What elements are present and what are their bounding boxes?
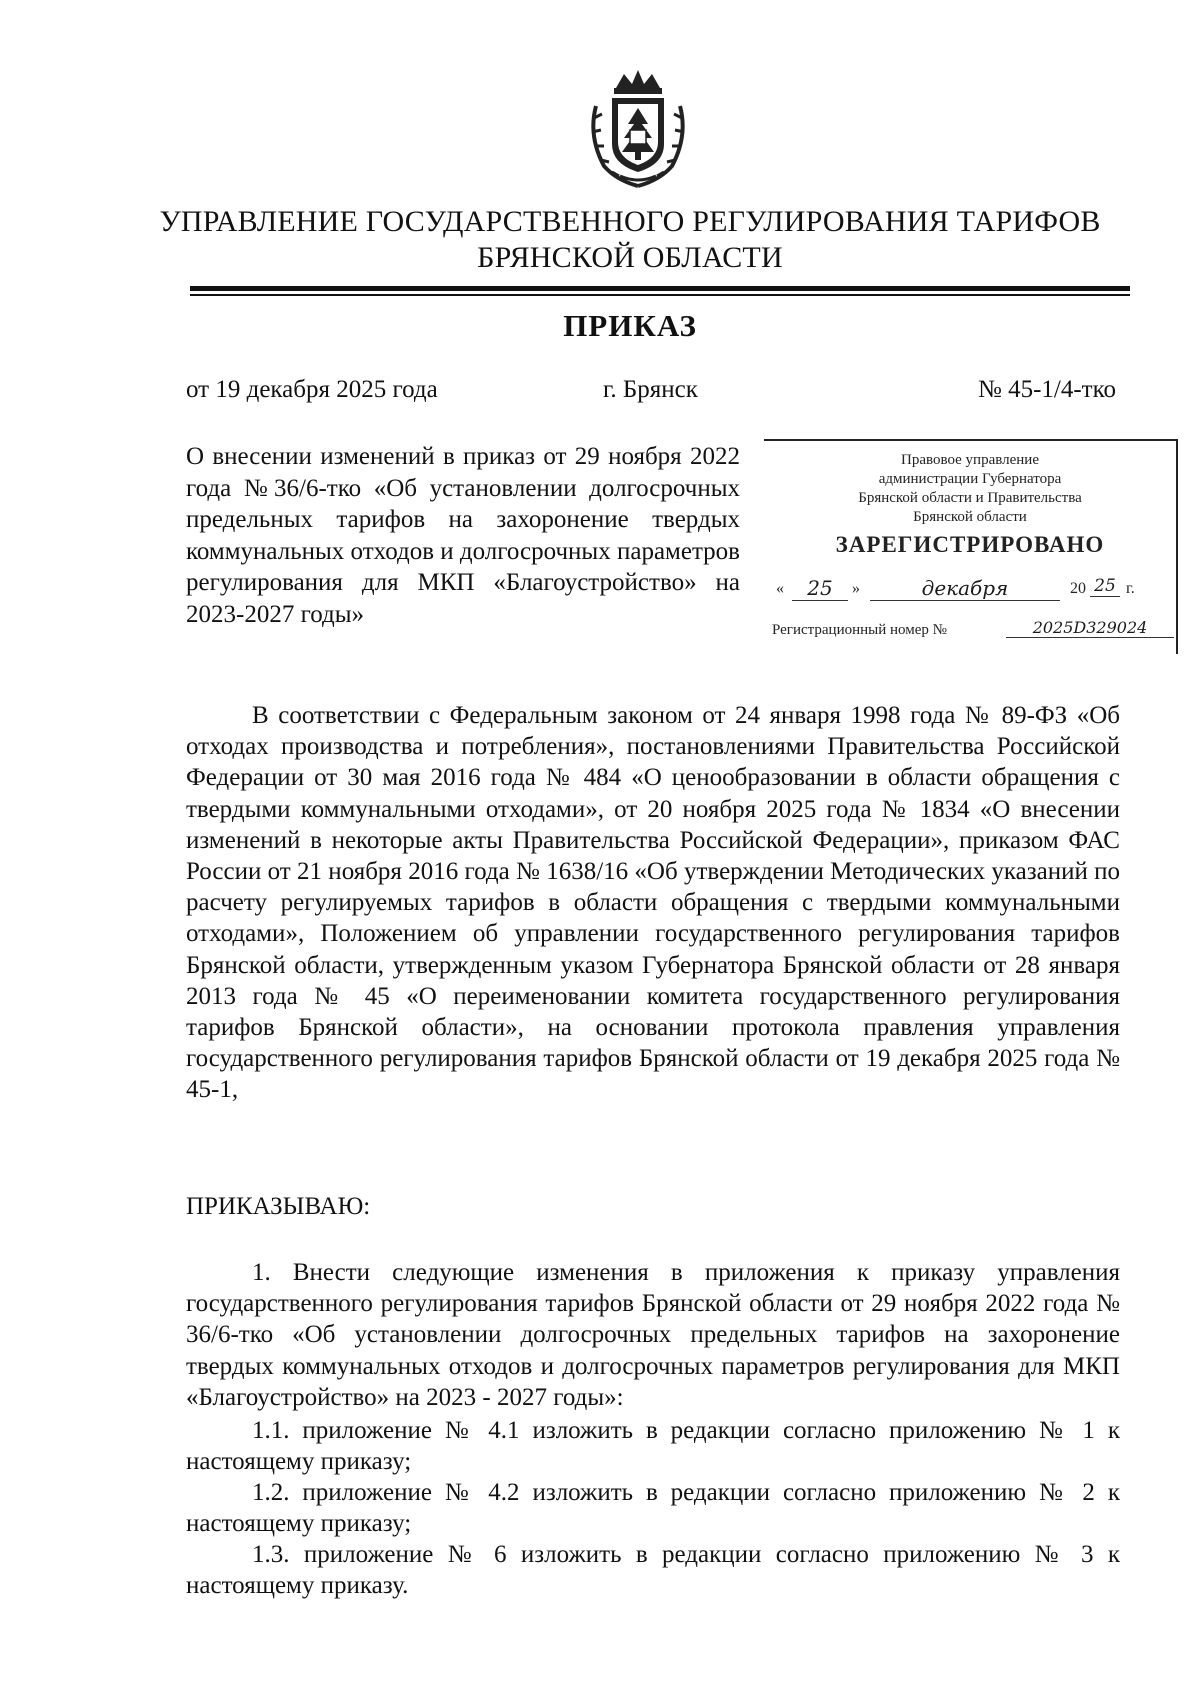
stamp-line-1: Правовое управление [901, 452, 1039, 468]
order-item-1-3: 1.3. приложение № 6 изложить в редакции согласно приложению № 3 к настоящему приказу. [186, 1541, 1120, 1600]
document-type-title: ПРИКАЗ [563, 308, 697, 343]
stamp-registration-row [772, 618, 1172, 646]
stamp-year-unit: г. [1126, 580, 1135, 597]
order-date: от 19 декабря 2025 года [186, 376, 438, 403]
order-number: № 45-1/4-тко [977, 376, 1116, 403]
stamp-line-4: Брянской области [913, 509, 1027, 525]
stamp-date-row: « 25 » декабря 20 25 г. [776, 576, 1135, 600]
stamp-day: 25 [792, 576, 848, 601]
stamp-year-prefix: 20 [1070, 580, 1086, 597]
organization-name-line2: БРЯНСКОЙ ОБЛАСТИ [477, 241, 783, 274]
order-item-1-2: 1.2. приложение № 4.2 изложить в редакции согласно приложению № 2 к настоящему приказу; [186, 1479, 1120, 1538]
stamp-line-2: администрации Губернатора [878, 471, 1062, 487]
registration-stamp [764, 439, 1178, 654]
stamp-reg-label: Регистрационный номер № [772, 622, 947, 638]
order-city: г. Брянск [603, 376, 698, 403]
order-item-1-1: 1.1. приложение № 4.1 изложить в редакции согласно приложению № 1 к настоящему приказу; [186, 1417, 1120, 1476]
header-divider-thin [190, 294, 1130, 296]
stamp-month: декабря [870, 576, 1060, 601]
stamp-year-suffix: 25 [1090, 576, 1120, 597]
coat-of-arms-emblem [586, 66, 690, 192]
stamp-line-3: Брянской области и Правительства [858, 490, 1082, 506]
stamp-status: ЗАРЕГИСТРИРОВАНО [835, 532, 1105, 557]
header-divider-thick [190, 286, 1130, 291]
order-directive-word: ПРИКАЗЫВАЮ: [186, 1193, 371, 1220]
order-item-1: 1. Внести следующие изменения в приложения к приказу управления государственного регулирования тарифов Брянской области от 29 ноября 2022 года № 36/6-тко «Об установлении долгосрочных предельных тарифов на захоронение твердых коммунальных отходов и долгосрочных параметров регулирования для МКП «Благоустройство» на 2023 - 2027 годы»: [186, 1259, 1120, 1411]
stamp-reg-number: 2025D329024 [1006, 618, 1174, 638]
order-subject: О внесении изменений в приказ от 29 ноября 2022 года №36/6-тко «Об установлении долгосрочных предельных тарифов на захоронение твердых коммунальных отходов и долгосрочных параметров регулирования для МКП «Благоустройство» на 2023-2027 годы» [186, 443, 740, 628]
organization-name-line1: УПРАВЛЕНИЕ ГОСУДАРСТВЕННОГО РЕГУЛИРОВАНИЯ ТАРИФОВ [159, 205, 1101, 238]
preamble-paragraph: В соответствии с Федеральным законом от 24 января 1998 года № 89-ФЗ «Об отходах производства и потребления», постановлениями Правительства Российской Федерации от 30 мая 2016 года № 484 «О ценообразовании в области обращения с твердыми коммунальными отходами», от 20 ноября 2025 года № 1834 «О внесении изменений в некоторые акты Правительства Российской Федерации», приказом ФАС России от 21 ноября 2016 года № 1638/16 «Об утверждении Методических указаний по расчету регулируемых тарифов в области обращения с твердыми коммунальными отходами», Положением об управлении государственного регулирования тарифов Брянской области, утвержденным указом Губернатора Брянской области от 28 января 2013 года № 45 «О переименовании комитета государственного регулирования тарифов Брянской области», на основании протокола правления управления государственного регулирования тарифов Брянской области от 19 декабря 2025 года № 45-1, [186, 702, 1120, 1104]
